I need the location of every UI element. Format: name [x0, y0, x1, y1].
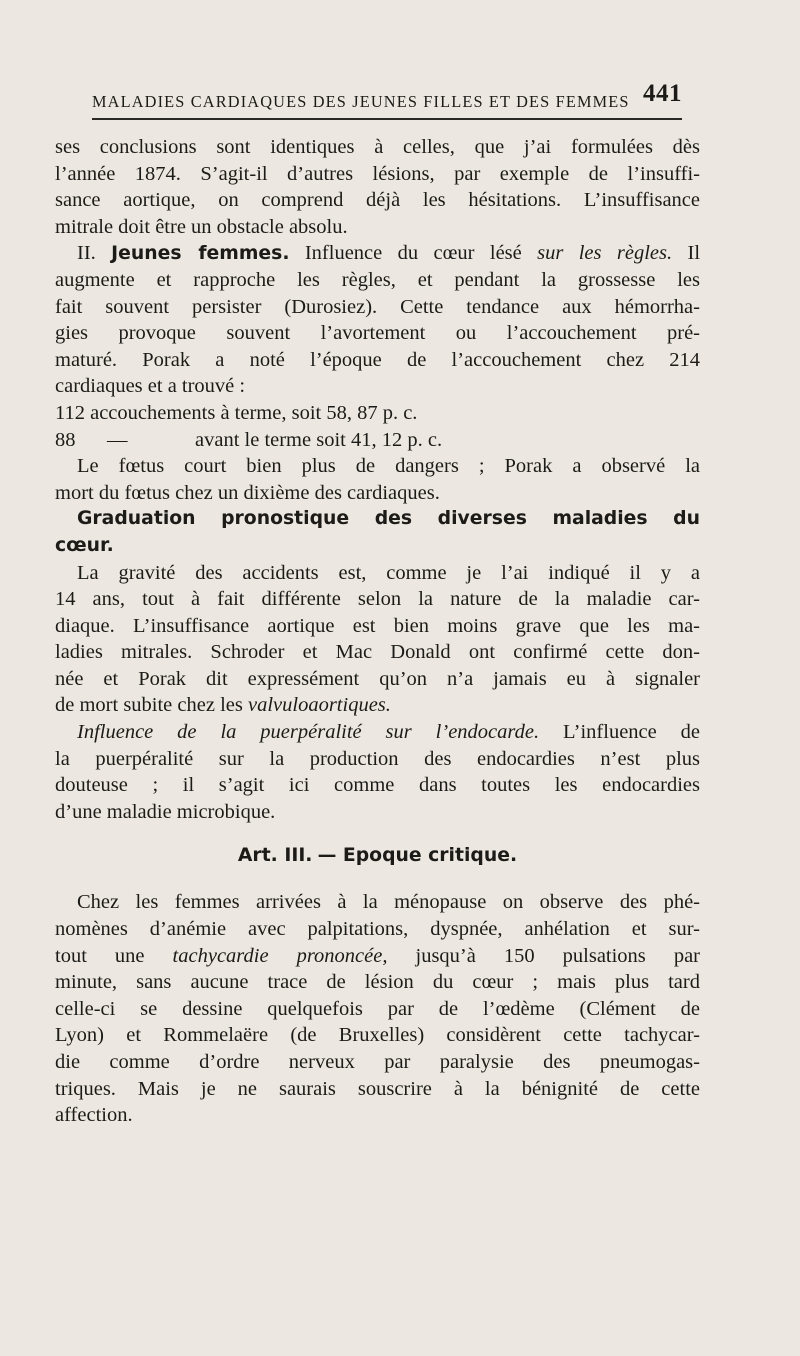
statistic-line	[55, 427, 700, 454]
text-line: minute, sans aucune trace de lésion du cœur ; mais plus tard	[55, 971, 700, 994]
text-line	[55, 943, 700, 970]
article-heading	[55, 839, 700, 871]
text-line: ses conclusions sont identiques à celles, que j’ai formulées dès	[55, 136, 700, 158]
running-title: MALADIES CARDIAQUES DES JEUNES FILLES ET DES FEMMES	[92, 92, 630, 111]
text-span: tout une	[55, 944, 145, 967]
italic-span: tachycardie prononcée,	[172, 944, 388, 967]
text-span: Il	[687, 242, 701, 265]
italic-span: valvuloaortiques.	[247, 694, 391, 717]
section-heading: cœur.	[55, 534, 114, 556]
text-line: mort du fœtus chez un dixième des cardiaques.	[55, 481, 440, 504]
text-line: l’année 1874. S’agit-il d’autres lésions, par exemple de l’insuffi-	[55, 162, 700, 185]
header-rule	[92, 118, 682, 120]
section-title: Jeunes femmes.	[111, 243, 290, 265]
statistic-line: 112 accouchements à terme, soit 58, 87 p. c.	[55, 401, 418, 424]
text-line: maturé. Porak a noté l’époque de l’accouchement chez 214	[55, 348, 700, 371]
text-line: die comme d’ordre nerveux par paralysie des pneumogas-	[55, 1051, 700, 1073]
text-line: nomènes d’anémie avec palpitations, dyspnée, anhélation et sur-	[55, 918, 700, 941]
text-line	[55, 692, 700, 719]
text-line: triques. Mais je ne saurais souscrire à la bénignité de cette	[55, 1077, 700, 1100]
section-number: II.	[77, 242, 96, 265]
text-line: la puerpéralité sur la production des endocardies n’est plus	[55, 747, 700, 770]
text-line: Lyon) et Rommelaëre (de Bruxelles) considèrent cette tachycar-	[55, 1024, 700, 1047]
italic-span: sur les règles.	[537, 242, 673, 265]
statistic-count: 88	[55, 428, 76, 451]
text-line: Chez les femmes arrivées à la ménopause on observe des phé-	[77, 891, 700, 914]
text-line: gies provoque souvent l’avortement ou l’accouchement pré-	[55, 322, 700, 345]
article-number: Art. III.	[237, 845, 313, 867]
text-line: mitrale doit être un obstacle absolu.	[55, 215, 348, 238]
text-line: cardiaques et a trouvé :	[55, 375, 246, 398]
ditto-dash: —	[107, 428, 128, 451]
text-span: de mort subite chez les	[55, 694, 243, 717]
text-line: 14 ans, tout à fait différente selon la nature de la maladie car-	[55, 588, 700, 611]
subheading-line	[55, 719, 700, 746]
article-title: — Epoque critique.	[317, 845, 518, 867]
text-line: douteuse ; il s’agit ici comme dans toutes les endocardies	[55, 774, 700, 797]
text-line: d’une maladie microbique.	[55, 800, 276, 823]
text-line: celle-ci se dessine quelquefois par de l’œdème (Clément de	[55, 997, 700, 1020]
running-head	[92, 80, 682, 120]
text-line: sance aortique, on comprend déjà les hésitations. L’insuffisance	[55, 189, 700, 212]
text-line: La gravité des accidents est, comme je l’ai indiqué il y a	[77, 561, 700, 584]
text-span: Influence du cœur lésé	[304, 242, 522, 265]
statistic-text: avant le terme soit 41, 12 p. c.	[195, 428, 443, 451]
section-heading-line	[55, 240, 700, 267]
text-line: augmente et rapproche les règles, et pendant la grossesse les	[55, 268, 700, 291]
text-line: ladies mitrales. Schroder et Mac Donald ont confirmé cette don-	[55, 641, 700, 664]
text-line: née et Porak dit expressément qu’on n’a jamais eu à signaler	[55, 667, 700, 690]
text-span: L’influence de	[563, 721, 701, 744]
body-text	[55, 134, 700, 1129]
text-line: diaque. L’insuffisance aortique est bien moins grave que les ma-	[55, 614, 700, 637]
text-line: Le fœtus court bien plus de dangers ; Porak a observé la	[77, 455, 700, 478]
text-line: fait souvent persister (Durosiez). Cette tendance aux hémorrha-	[55, 295, 700, 318]
italic-subheading: Influence de la puerpéralité sur l’endocarde.	[77, 721, 540, 744]
text-line: affection.	[55, 1104, 133, 1127]
section-heading: Graduation pronostique des diverses maladies du	[77, 508, 700, 530]
page-number: 441	[643, 80, 682, 107]
text-span: jusqu’à 150 pulsations par	[415, 944, 700, 967]
